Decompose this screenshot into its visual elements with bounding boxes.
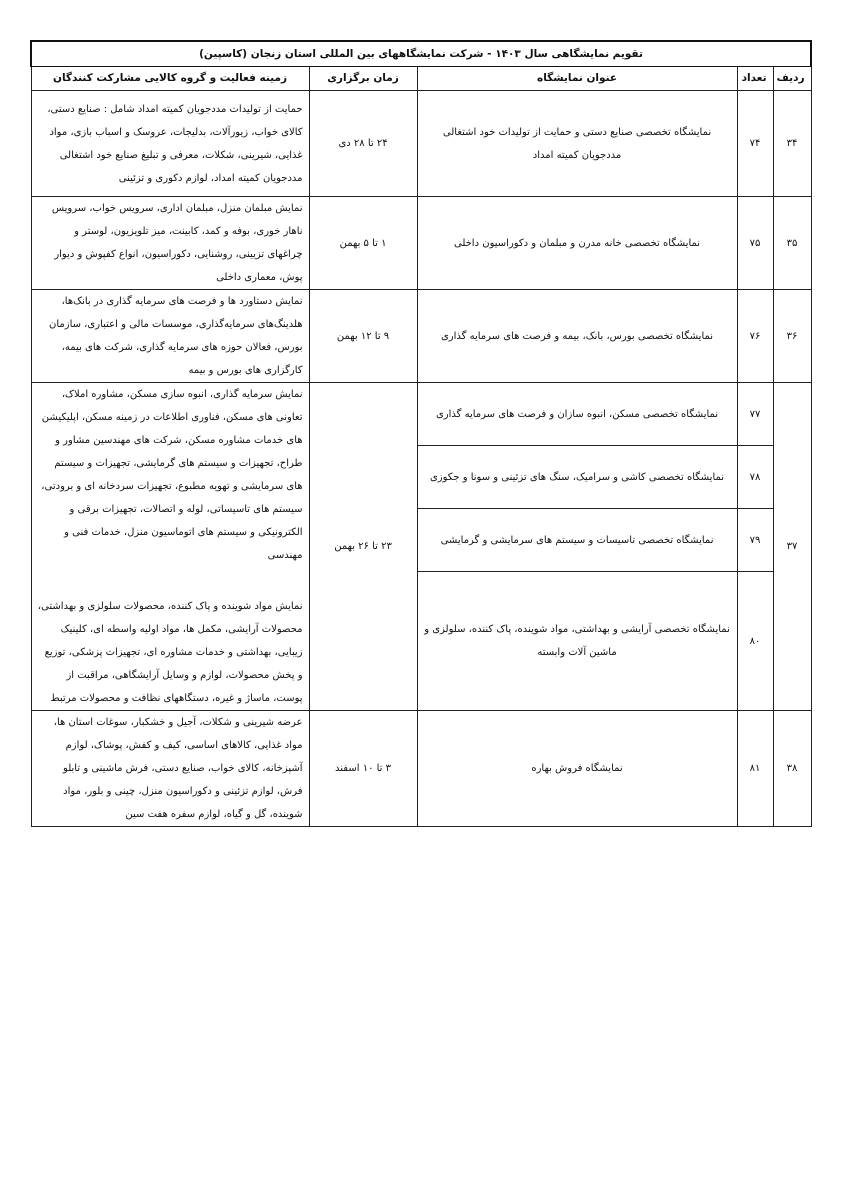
exhibition-title: نمایشگاه تخصصی آرایشی و بهداشتی، مواد شوینده، پاک کننده، سلولزی و ماشین آلات وابسته (417, 572, 737, 711)
activity-description: نمایش مواد شوینده و پاک کننده، محصولات سلولزی و بهداشتی، محصولات آرایشی، مکمل ها، مواد اولیه واسطه ای، کلینیک زیبایی، بهداشتی و خدمات مشاوره ای، تجهیزات پزشکی، توزیع و پخش محصولات، لوازم و وسایل آرایشگاهی، مراقبت از پوست، ماساژ و غیره، دستگاههای نظافت و محصولات مرتبط (37, 601, 303, 704)
activity-description: نمایش دستاورد ها و فرصت های سرمایه گذاری در بانک‌ها، هلدینگ‌های سرمایه‌گذاری، موسسات مالی و اعتباری، سازمان بورس، فعالان حوزه های سرمایه گذاری، شرکت های بیمه، کارگزاری های بورس و بیمه (31, 290, 309, 383)
exhibition-time: ۲۳ تا ۲۶ بهمن (309, 383, 417, 711)
exhibition-count: ۸۱ (737, 711, 773, 827)
activity-description: حمایت از تولیدات مددجویان کمیته امداد شامل : صنایع دستی، کالای خواب، زیورآلات، بدلیجات، عروسک و اسباب بازی، مواد غذایی، شیرینی، شکلات، معرفی و تبلیغ صنایع خود اشتغالی مددجویان کمیته امداد، لوازم دکوری و تزئینی (31, 91, 309, 197)
title-row (31, 41, 811, 67)
header-count: تعداد (737, 67, 773, 91)
table-row (31, 197, 811, 290)
exhibition-title: نمایشگاه تخصصی کاشی و سرامیک، سنگ های تزئینی و سونا و جکوزی (417, 446, 737, 509)
row-number: ۳۶ (773, 290, 811, 383)
exhibition-count: ۸۰ (737, 572, 773, 711)
header-exhibition-title: عنوان نمایشگاه (417, 67, 737, 91)
exhibition-time: ۱ تا ۵ بهمن (309, 197, 417, 290)
activity-description-group (31, 383, 309, 711)
exhibition-title: نمایشگاه تخصصی بورس، بانک، بیمه و فرصت های سرمایه گذاری (417, 290, 737, 383)
table-row (31, 383, 811, 446)
header-row (31, 67, 811, 91)
table-row (31, 290, 811, 383)
activity-description: نمایش مبلمان منزل، مبلمان اداری، سرویس خواب، سرویس ناهار خوری، بوفه و کمد، کابینت، میز تلویزیون، لوستر و چراغهای تزیینی، روشنایی، دکوراسیون، انواع کفپوش و دیوار پوش، معماری داخلی (31, 197, 309, 290)
row-number: ۳۴ (773, 91, 811, 197)
exhibition-count: ۷۶ (737, 290, 773, 383)
activity-description: عرضه شیرینی و شکلات، آجیل و خشکبار، سوغات استان ها، مواد غذایی، کالاهای اساسی، کیف و کفش، پوشاک، لوازم آشپزخانه، کالای خواب، صنایع دستی، فرش ماشینی و تابلو فرش، لوازم تزئینی و دکوراسیون منزل، چینی و بلور، مواد شوینده، گل و گیاه، لوازم سفره هفت سین (31, 711, 309, 827)
exhibition-count: ۷۷ (737, 383, 773, 446)
activity-description: نمایش سرمایه گذاری، انبوه سازی مسکن، مشاوره املاک، تعاونی های مسکن، فناوری اطلاعات در زمینه مسکن، اپلیکیشن های خدمات مشاوره مسکن، شرکت های مهندسین مشاور و طراح، تجهیزات و سیستم های گرمایشی، تجهیزات و سیستم های سرمایشی و تهویه مطبوع، تجهیزات سردخانه ای و برودتی، سیستم های تاسیساتی، لوله و اتصالات، تجهیزات برقی و الکترونیکی و سیستم های اتوماسیون منزل، خدمات فنی و مهندسی (41, 389, 303, 561)
exhibition-title: نمایشگاه تخصصی تاسیسات و سیستم های سرمایشی و گرمایشی (417, 509, 737, 572)
row-number: ۳۷ (773, 383, 811, 711)
exhibition-title: نمایشگاه تخصصی مسکن، انبوه سازان و فرصت های سرمایه گذاری (417, 383, 737, 446)
exhibition-time: ۲۴ تا ۲۸ دی (309, 91, 417, 197)
exhibition-title: نمایشگاه فروش بهاره (417, 711, 737, 827)
row-number: ۳۵ (773, 197, 811, 290)
exhibition-title: نمایشگاه تخصصی صنایع دستی و حمایت از تولیدات خود اشتغالی مددجویان کمیته امداد (417, 91, 737, 197)
exhibition-title: نمایشگاه تخصصی خانه مدرن و مبلمان و دکوراسیون داخلی (417, 197, 737, 290)
exhibition-count: ۷۴ (737, 91, 773, 197)
activity-spacer (38, 567, 303, 595)
exhibition-calendar-table (30, 40, 812, 827)
exhibition-count: ۷۵ (737, 197, 773, 290)
table-title: تقویم نمایشگاهی سال ۱۴۰۳ - شرکت نمایشگاههای بین المللی استان زنجان (کاسپین) (31, 41, 811, 67)
table-row (31, 711, 811, 827)
exhibition-time: ۹ تا ۱۲ بهمن (309, 290, 417, 383)
exhibition-count: ۷۸ (737, 446, 773, 509)
header-activity: زمینه فعالیت و گروه کالایی مشارکت کنندگان (31, 67, 309, 91)
row-number: ۳۸ (773, 711, 811, 827)
header-time: زمان برگزاری (309, 67, 417, 91)
header-row-no: ردیف (773, 67, 811, 91)
table-row (31, 91, 811, 197)
exhibition-time: ۳ تا ۱۰ اسفند (309, 711, 417, 827)
exhibition-count: ۷۹ (737, 509, 773, 572)
